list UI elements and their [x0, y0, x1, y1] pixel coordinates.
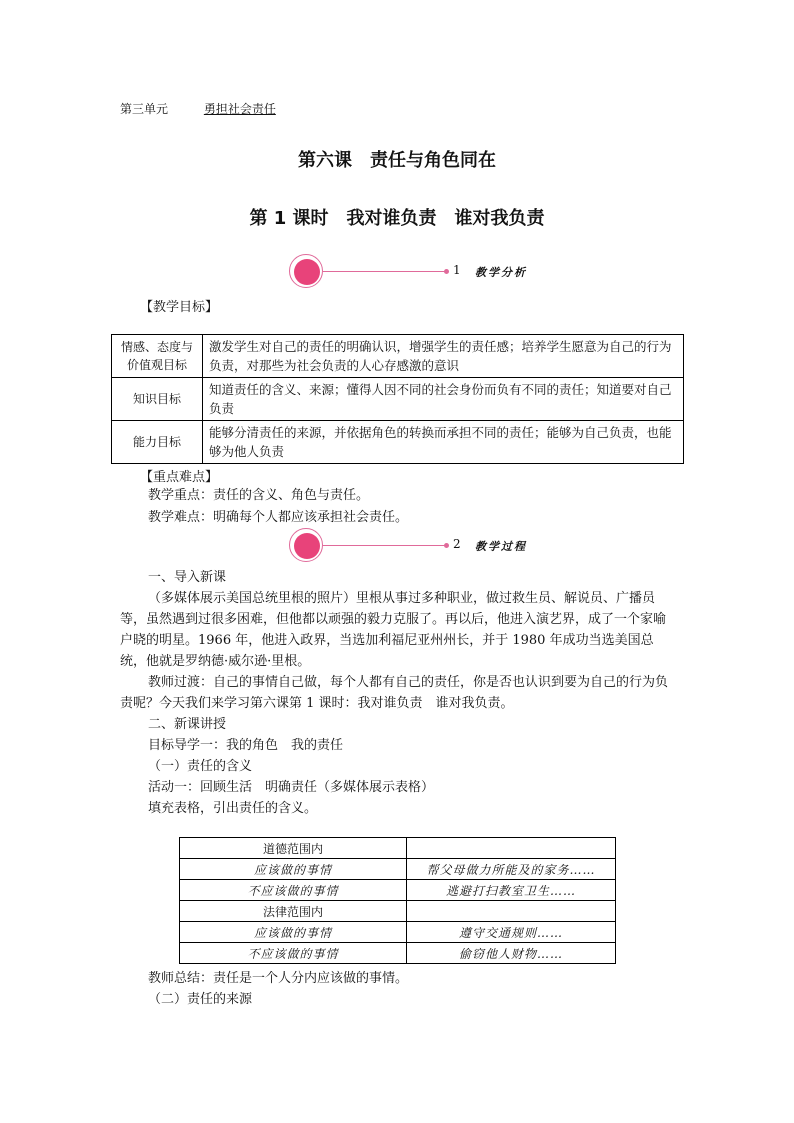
- key-points-heading: 【重点难点】: [140, 470, 219, 485]
- activity-1: 活动一：回顾生活 明确责任（多媒体展示表格）: [148, 780, 435, 795]
- table-cell-example: 逃避打扫教室卫生……: [407, 880, 616, 901]
- table-cell-category: 不应该做的事情: [180, 880, 407, 901]
- new-lesson-heading: 二、新课讲授: [148, 717, 227, 732]
- section-marker-process: [289, 528, 589, 564]
- goals-table: [111, 334, 684, 464]
- section-label: 教学过程: [475, 540, 527, 553]
- table-cell-category: 不应该做的事情: [180, 943, 407, 964]
- dot-icon: [444, 269, 449, 274]
- divider-line: [323, 545, 447, 546]
- unit-header: [120, 100, 276, 117]
- goal-key: 能力目标: [112, 421, 203, 464]
- subsection-meaning: （一）责任的含义: [148, 759, 253, 774]
- dot-icon: [444, 543, 449, 548]
- transition-paragraph: 教师过渡：自己的事情自己做，每个人都有自己的责任，你是否也认识到要为自己的行为负责呢？今天我们来学习第六课第 1 课时：我对谁负责 谁对我负责。: [120, 675, 669, 711]
- table-row: [180, 880, 616, 901]
- difficult-point: 教学难点：明确每个人都应该承担社会责任。: [148, 510, 409, 525]
- table-row: [180, 943, 616, 964]
- goal-guide-1: 目标导学一：我的角色 我的责任: [148, 738, 344, 753]
- table-row: [180, 838, 616, 859]
- intro-heading: 一、导入新课: [148, 570, 227, 585]
- goal-value: 能够分清责任的来源，并依据角色的转换而承担不同的责任；能够为自己负责，也能够为他人负责: [203, 421, 684, 464]
- table-cell-example: [407, 838, 616, 859]
- section-marker-analysis: [289, 254, 589, 290]
- fill-instruction: 填充表格，引出责任的含义。: [148, 801, 318, 816]
- table-cell-category: 应该做的事情: [180, 922, 407, 943]
- table-cell-example: 偷窃他人财物……: [407, 943, 616, 964]
- key-point: 教学重点：责任的含义、角色与责任。: [148, 488, 370, 503]
- circle-icon: [289, 254, 323, 288]
- table-cell-example: [407, 901, 616, 922]
- section-number: 2: [453, 537, 461, 551]
- table-cell-category: 道德范围内: [180, 838, 407, 859]
- table-cell-category: 应该做的事情: [180, 859, 407, 880]
- table-row: [112, 421, 684, 464]
- lesson-title: 第六课 责任与角色同在: [298, 150, 496, 171]
- table-row: [180, 901, 616, 922]
- goal-key: 情感、态度与价值观目标: [112, 335, 203, 378]
- responsibility-table: [179, 837, 616, 964]
- intro-paragraph: （多媒体展示美国总统里根的照片）里根从事过多种职业，做过救生员、解说员、广播员等，虽然遇到过很多困难，但他都以顽强的毅力克服了。再以后，他进入演艺界，成了一个家喻户晓的明星。1966 年，他进入政界，当选加利福尼亚州州长，并于 1980 年成功当选美国总统，他就是罗纳德·威尔逊·里根。: [120, 591, 667, 669]
- table-row: [112, 378, 684, 421]
- table-row: [180, 922, 616, 943]
- table-row: [180, 859, 616, 880]
- circle-icon: [289, 528, 323, 562]
- table-row: [112, 335, 684, 378]
- table-cell-example: 遵守交通规则……: [407, 922, 616, 943]
- section-label: 教学分析: [475, 266, 527, 279]
- table-cell-category: 法律范围内: [180, 901, 407, 922]
- period-title: 第 1 课时 我对谁负责 谁对我负责: [249, 208, 545, 229]
- table-cell-example: 帮父母做力所能及的家务……: [407, 859, 616, 880]
- unit-label: 第三单元: [120, 102, 169, 116]
- divider-line: [323, 271, 447, 272]
- unit-name: 勇担社会责任: [203, 102, 276, 116]
- goal-value: 激发学生对自己的责任的明确认识，增强学生的责任感；培养学生愿意为自己的行为负责，对那些为社会负责的人心存感激的意识: [203, 335, 684, 378]
- teacher-summary: 教师总结：责任是一个人分内应该做的事情。: [148, 971, 409, 986]
- goal-value: 知道责任的含义、来源；懂得人因不同的社会身份而负有不同的责任；知道要对自己负责: [203, 378, 684, 421]
- goals-heading: 【教学目标】: [140, 300, 219, 315]
- subsection-source: （二）责任的来源: [148, 992, 253, 1007]
- section-number: 1: [453, 263, 461, 277]
- goal-key: 知识目标: [112, 378, 203, 421]
